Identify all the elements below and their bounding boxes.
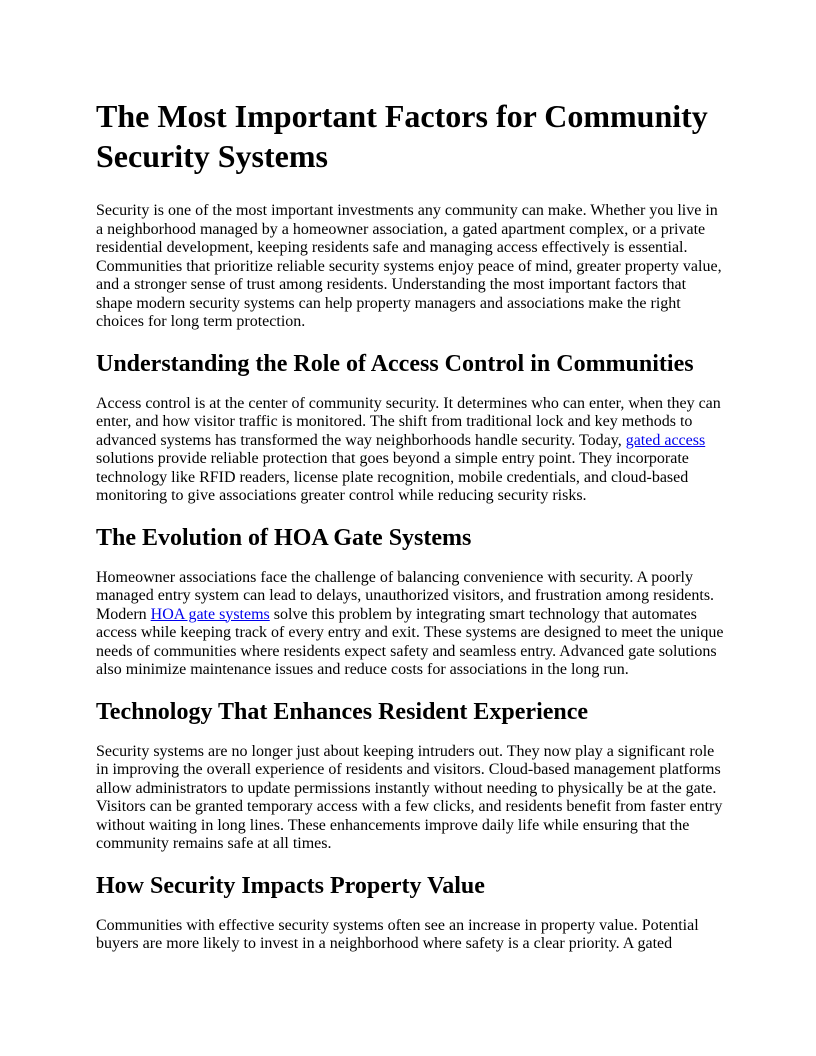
gated-access-link[interactable]: gated access [625,431,706,449]
section-paragraph-access-control [96,395,724,506]
intro-paragraph: Security is one of the most important investments any community can make. Whether you live in a neighborhood managed by a homeowner association, a gated apartment complex, or a private residential development, keeping residents safe and managing access effectively is essential. Communities that prioritize reliable security systems enjoy peace of mind, greater property value, and a stronger sense of trust among residents. Understanding the most important factors that shape modern security systems can help property managers and associations make the right choices for long term protection. [96,202,722,330]
section-heading-property-value: How Security Impacts Property Value [96,872,485,899]
section-paragraph-hoa-gate-systems [96,569,724,680]
page-title: The Most Important Factors for Community Security Systems [96,98,708,174]
hoa-gate-systems-link[interactable]: HOA gate systems [150,605,270,623]
paragraph-text: solutions provide reliable protection that goes beyond a simple entry point. They incorporate technology like RFID readers, license plate recognition, mobile credentials, and cloud-based monitoring to give associations greater control while reducing security risks. [96,450,689,504]
paragraph-text: Access control is at the center of community security. It determines who can enter, when they can enter, and how visitor traffic is monitored. The shift from traditional lock and key methods to advanced systems has transformed the way neighborhoods handle security. Today, [96,394,721,449]
section-heading-hoa-gate-systems: The Evolution of HOA Gate Systems [96,524,472,551]
document-page [96,96,724,971]
paragraph-text: solve this problem by integrating smart technology that automates access while keeping track of every entry and exit. These systems are designed to meet the unique needs of communities where residents expect safety and seamless entry. Advanced gate solutions also minimize maintenance issues and reduce costs for associations in the long run. [96,605,724,678]
section-heading-resident-experience: Technology That Enhances Resident Experience [96,698,589,725]
section-heading-access-control: Understanding the Role of Access Control in Communities [96,350,694,377]
section-paragraph-resident-experience: Security systems are no longer just about keeping intruders out. They now play a significant role in improving the overall experience of residents and visitors. Cloud-based management platforms allow administrators to update permissions instantly without needing to physically be at the gate. Visitors can be granted temporary access with a few clicks, and residents benefit from faster entry without waiting in long lines. These enhancements improve daily life while ensuring that the community remains safe at all times. [96,742,723,852]
paragraph-text: Homeowner associations face the challenge of balancing convenience with security. A poorly managed entry system can lead to delays, unauthorized visitors, and frustration among residents. Modern [96,568,715,623]
section-paragraph-property-value: Communities with effective security systems often see an increase in property value. Potential buyers are more likely to invest in a neighborhood where safety is a clear priority. A gated [96,916,699,952]
